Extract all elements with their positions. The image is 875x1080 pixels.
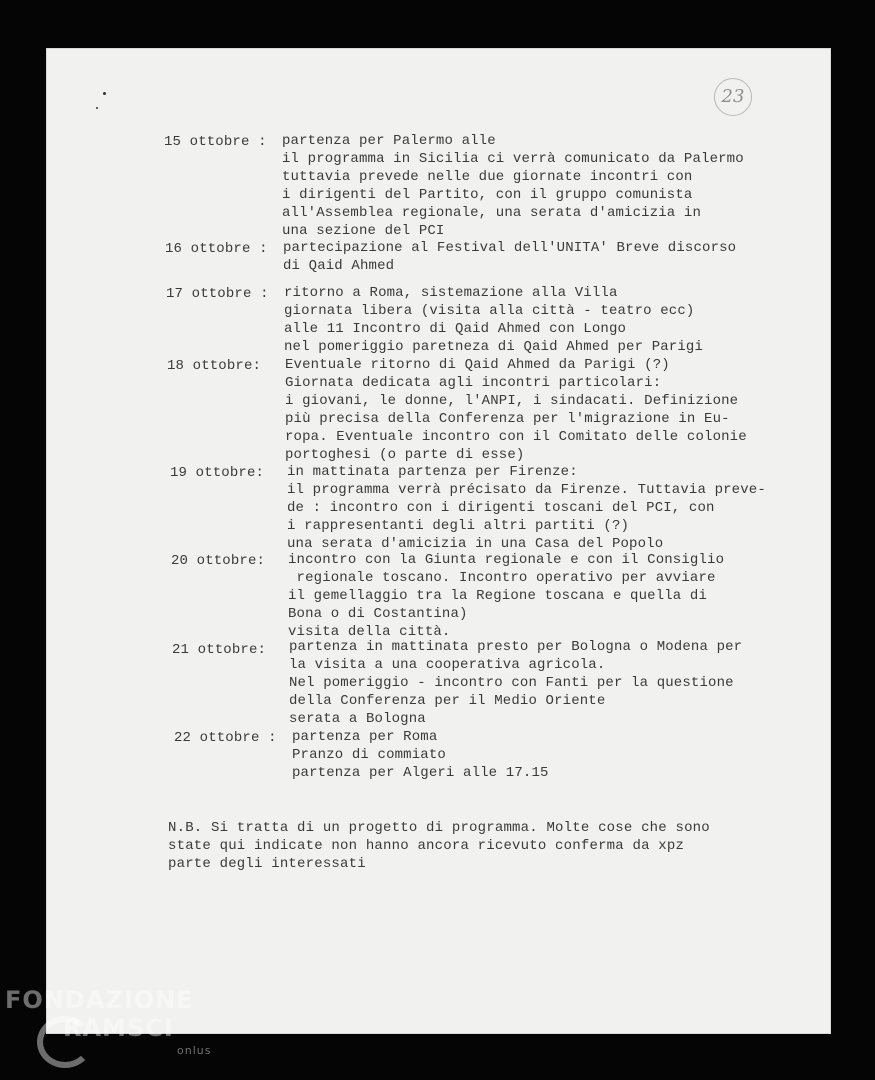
entry-line: partenza per Algeri alle 17.15 [292, 765, 549, 781]
entry-date: 21 ottobre: [172, 642, 267, 658]
watermark-text: FONDAZIONE [5, 986, 194, 1014]
entry-line: il programma verrà précisato da Firenze. Tuttavia preve- [287, 482, 766, 498]
entry-line: di Qaid Ahmed [283, 258, 395, 274]
watermark-text: RAMSCI [63, 1014, 174, 1042]
entry-line: una sezione del PCI [282, 223, 445, 239]
entry-line: Pranzo di commiato [292, 747, 446, 763]
entry-line: portoghesi (o parte di esse) [285, 447, 525, 463]
entry-line: nel pomeriggio paretneza di Qaid Ahmed per Parigi [284, 339, 704, 355]
entry-line: partenza in mattinata presto per Bologna o Modena per [289, 639, 743, 655]
entry-date: 16 ottobre : [165, 241, 268, 257]
entry-line: in mattinata partenza per Firenze: [287, 464, 578, 480]
handwritten-page-number: 23 [714, 78, 752, 116]
entry-line: la visita a una cooperativa agricola. [289, 657, 606, 673]
entry-line: una serata d'amicizia in una Casa del Popolo [287, 536, 664, 552]
entry-line: partenza per Palermo alle [282, 133, 496, 149]
entry-line: ritorno a Roma, sistemazione alla Villa [284, 285, 618, 301]
entry-line: serata a Bologna [289, 711, 426, 727]
entry-date: 19 ottobre: [170, 465, 265, 481]
entry-line: il gemellaggio tra la Regione toscana e quella di [288, 588, 708, 604]
watermark-subtext: onlus [177, 1044, 212, 1057]
entry-line: all'Assemblea regionale, una serata d'amicizia in [282, 205, 702, 221]
entry-line: i dirigenti del Partito, con il gruppo comunista [282, 187, 693, 203]
note-line: state qui indicate non hanno ancora ricevuto conferma da xpz [168, 838, 685, 854]
entry-date: 22 ottobre : [174, 730, 277, 746]
entry-date: 17 ottobre : [166, 286, 269, 302]
entry-line: tuttavia prevede nelle due giornate incontri con [282, 169, 693, 185]
entry-date: 18 ottobre: [167, 358, 262, 374]
entry-date: 20 ottobre: [171, 553, 266, 569]
ink-mark [96, 107, 98, 109]
entry-line: regionale toscano. Incontro operativo per avviare [288, 570, 716, 586]
entry-line: Bona o di Costantina) [288, 606, 468, 622]
entry-line: partenza per Roma [292, 729, 438, 745]
entry-line: partecipazione al Festival dell'UNITA' Breve discorso [283, 240, 737, 256]
ink-mark [103, 92, 106, 95]
entry-line: della Conferenza per il Medio Oriente [289, 693, 606, 709]
entry-line: giornata libera (visita alla città - teatro ecc) [284, 303, 695, 319]
entry-line: de : incontro con i dirigenti toscani del PCI, con [287, 500, 715, 516]
note-line: parte degli interessati [168, 856, 366, 872]
entry-line: i giovani, le donne, l'ANPI, i sindacati. Definizione [285, 393, 739, 409]
entry-date: 15 ottobre : [164, 134, 267, 150]
entry-line: Nel pomeriggio - incontro con Fanti per la questione [289, 675, 734, 691]
entry-line: i rappresentanti degli altri partiti (?) [287, 518, 630, 534]
entry-line: il programma in Sicilia ci verrà comunicato da Palermo [282, 151, 744, 167]
entry-line: Eventuale ritorno di Qaid Ahmed da Parigi (?) [285, 357, 670, 373]
entry-line: visita della città. [288, 624, 451, 640]
entry-line: ropa. Eventuale incontro con il Comitato delle colonie [285, 429, 747, 445]
note-line: N.B. Si tratta di un progetto di programma. Molte cose che sono [168, 820, 710, 836]
entry-line: alle 11 Incontro di Qaid Ahmed con Longo [284, 321, 627, 337]
entry-line: Giornata dedicata agli incontri particolari: [285, 375, 662, 391]
entry-line: incontro con la Giunta regionale e con il Consiglio [288, 552, 725, 568]
entry-line: più precisa della Conferenza per l'migrazione in Eu- [285, 411, 730, 427]
